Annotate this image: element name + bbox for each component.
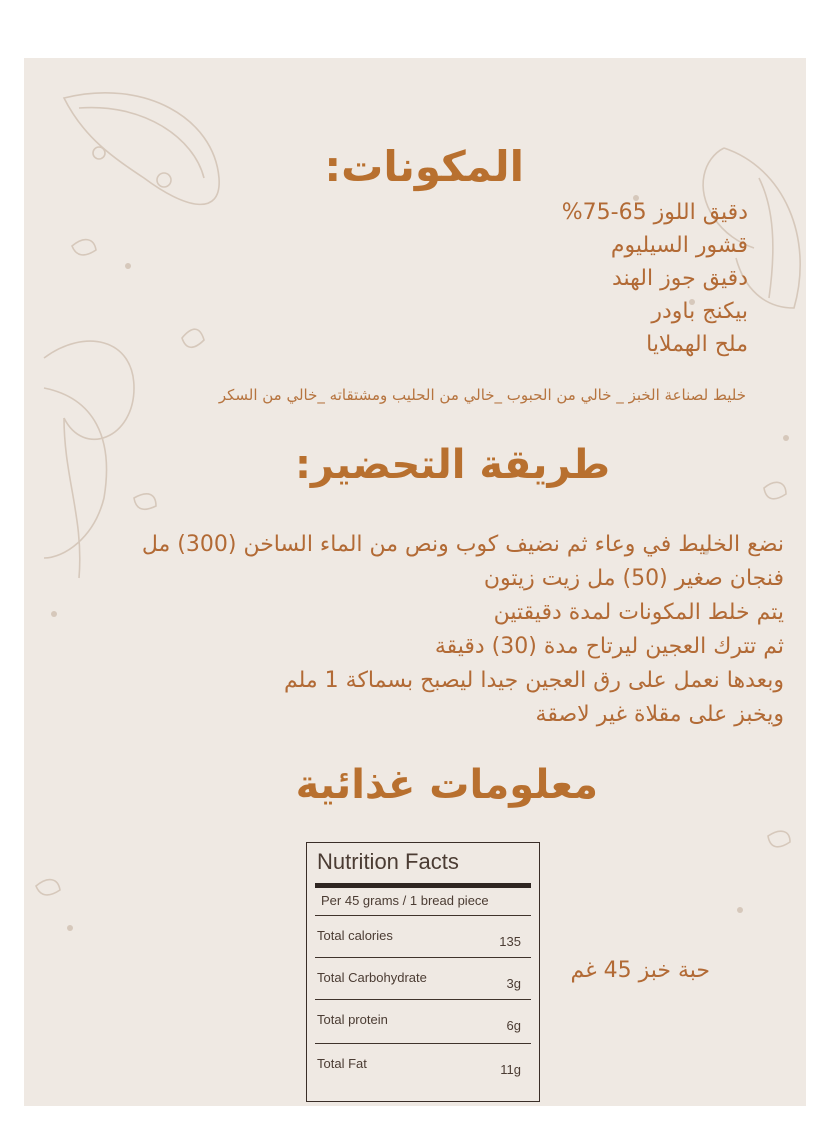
ingredient-item: قشور السيليوم xyxy=(610,233,748,258)
serving-size: Per 45 grams / 1 bread piece xyxy=(321,893,489,908)
method-step: ثم تترك العجين ليرتاح مدة (30) دقيقة xyxy=(434,634,784,659)
nutrition-row-protein xyxy=(315,999,531,1042)
method-step: فنجان صغير (50) مل زيت زيتون xyxy=(483,566,784,591)
wheat-illustration xyxy=(44,341,134,578)
product-tagline: خليط لصناعة الخبز _ خالي من الحبوب _خالي من الحليب ومشتقاته _خالي من السكر xyxy=(218,386,746,404)
almond-illustration xyxy=(64,93,219,205)
ingredients-list xyxy=(562,196,748,361)
ingredients-heading: المكونات: xyxy=(324,142,524,191)
ingredient-item: دقيق اللوز 65-75% xyxy=(561,200,748,225)
nutrient-label: Total protein xyxy=(317,1012,388,1027)
nutrition-facts-title: Nutrition Facts xyxy=(317,849,459,874)
method-step: ويخبز على مقلاة غير لاصقة xyxy=(535,702,784,727)
nutrition-row-calories xyxy=(315,915,531,958)
method-steps xyxy=(142,528,784,732)
nutrient-value: 135 xyxy=(499,934,521,949)
nutrient-value: 6g xyxy=(506,1018,521,1033)
piece-weight-note: حبة خبز 45 غم xyxy=(570,958,710,983)
method-step: نضع الخليط في وعاء ثم نضيف كوب ونص من الماء الساخن (300) مل xyxy=(141,532,784,557)
nutrition-heading: معلومات غذائية xyxy=(295,762,598,808)
method-step: يتم خلط المكونات لمدة دقيقتين xyxy=(493,600,784,625)
nutrition-row-carbohydrate xyxy=(315,957,531,1000)
ingredient-item: ملح الهملايا xyxy=(646,332,748,357)
nutrient-label: Total Fat xyxy=(317,1056,367,1071)
method-step: وبعدها نعمل على رق العجين جيدا ليصبح بسماكة 1 ملم xyxy=(283,668,784,693)
nutrition-facts-table xyxy=(306,842,540,1102)
nutrition-divider xyxy=(315,883,531,888)
product-panel xyxy=(24,58,806,1106)
ingredient-item: بيكنج باودر xyxy=(651,299,748,324)
nutrition-row-fat xyxy=(315,1043,531,1086)
nutrient-label: Total calories xyxy=(317,928,393,943)
method-heading: طريقة التحضير: xyxy=(294,442,610,488)
ingredient-item: دقيق جوز الهند xyxy=(611,266,748,291)
nutrient-label: Total Carbohydrate xyxy=(317,970,427,985)
nutrient-value: 3g xyxy=(506,976,521,991)
nutrient-value: 11g xyxy=(500,1062,521,1077)
